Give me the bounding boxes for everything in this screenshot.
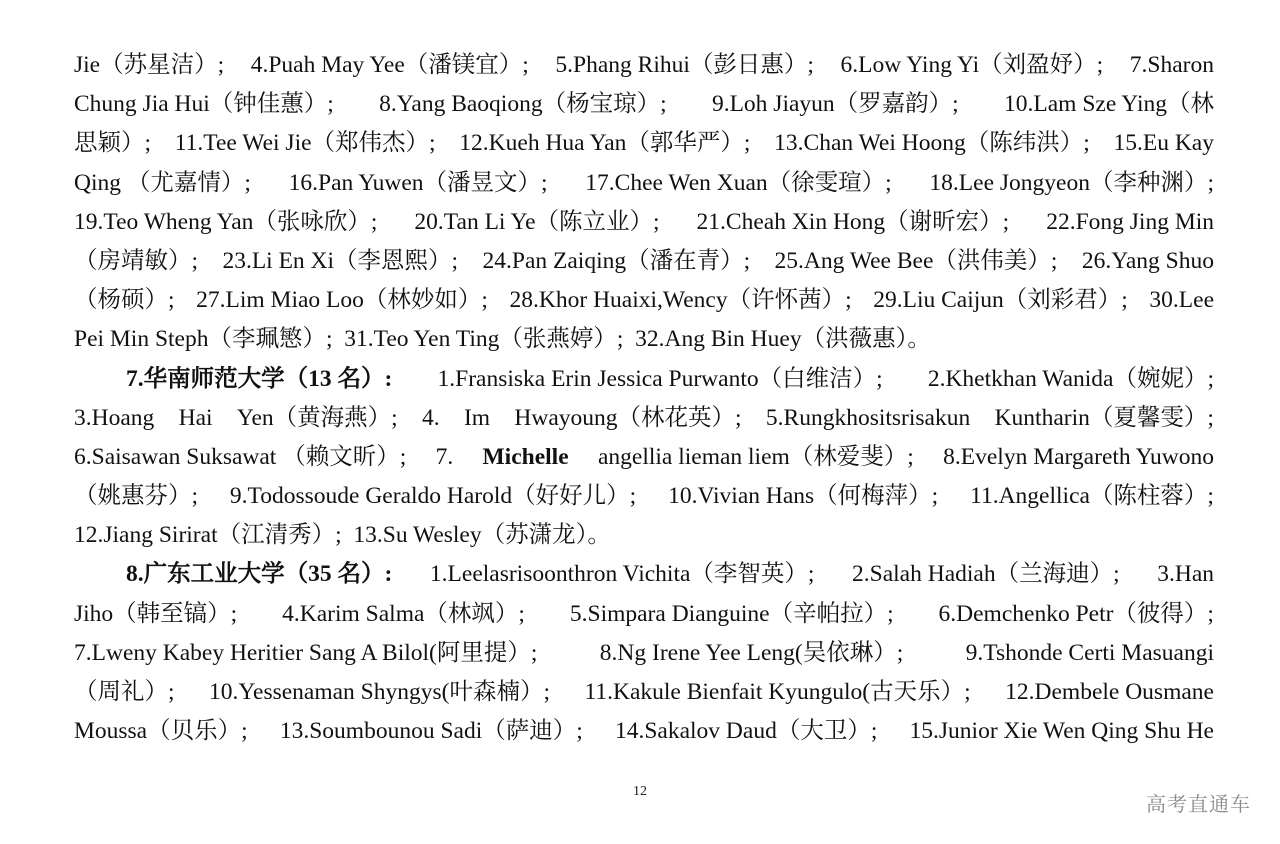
text-line xyxy=(74,242,1214,281)
text-segment: Yen（黄海燕）; xyxy=(236,404,398,431)
text-segment: 11.Angellica（陈柱蓉）; xyxy=(970,483,1214,510)
text-segment: Hai xyxy=(178,404,213,431)
text-line xyxy=(74,85,1214,124)
text-segment: 20.Tan Li Ye（陈立业）; xyxy=(414,208,660,235)
text-segment: （周礼）; xyxy=(74,679,175,705)
text-segment: 31.Teo Yen Ting（张燕婷）; xyxy=(344,326,636,353)
text-segment: 5.Simpara Dianguine（辛帕拉）; xyxy=(569,600,894,627)
text-segment: 16.Pan Yuwen（潘昱文）; xyxy=(288,169,548,196)
text-segment: 4.Karim Salma（林飒）; xyxy=(282,600,525,627)
text-segment: 3.Hoang xyxy=(74,404,155,431)
text-segment: 8.Ng Irene Yee Leng(吴依琳）; xyxy=(599,639,904,666)
text-segment: 28.Khor Huaixi,Wency（许怀茜）; xyxy=(509,287,852,314)
bold-text-segment: 8.广东工业大学（35 名）: xyxy=(126,561,393,588)
text-segment: 4.Puah May Yee（潘镁宜）; xyxy=(250,52,529,78)
text-segment: Pei Min Steph（李珮慜）; xyxy=(74,326,345,353)
text-line xyxy=(74,595,1214,634)
text-line xyxy=(74,477,1214,516)
text-segment: 3.Han xyxy=(1157,561,1214,588)
text-segment: 25.Ang Wee Bee（洪伟美）; xyxy=(774,247,1058,274)
text-segment: （房靖敏）; xyxy=(74,247,199,274)
text-segment: 6.Low Ying Yi（刘盈妤）; xyxy=(840,52,1104,78)
text-segment: 32.Ang Bin Huey（洪薇惠）。 xyxy=(635,326,931,353)
text-line xyxy=(74,673,1214,712)
text-line xyxy=(74,46,1214,85)
text-segment: 10.Lam Sze Ying（林 xyxy=(1004,91,1214,118)
section-heading-line xyxy=(74,555,1214,594)
text-line xyxy=(74,164,1214,203)
text-segment: 11.Kakule Bienfait Kyungulo(古天乐）; xyxy=(584,679,971,705)
watermark-text: 高考直通车 xyxy=(1146,792,1251,816)
text-line xyxy=(74,281,1214,320)
text-segment: 9.Todossoude Geraldo Harold（好好儿）; xyxy=(229,483,637,510)
text-line xyxy=(74,399,1214,438)
text-segment: 8.Evelyn Margareth Yuwono xyxy=(943,443,1214,470)
text-segment: Moussa（贝乐）; xyxy=(74,718,248,745)
text-segment: Hwayoung（林花英）; xyxy=(514,404,742,431)
text-segment: 6.Demchenko Petr（彼得）; xyxy=(938,600,1214,627)
text-segment: 24.Pan Zaiqing（潘在青）; xyxy=(482,247,751,274)
text-segment: 26.Yang Shuo xyxy=(1081,247,1214,274)
text-segment: 7.Lweny Kabey Heritier Sang A Bilol(阿里提）; xyxy=(74,639,538,666)
text-line xyxy=(74,712,1214,751)
text-segment: 15.Eu Kay xyxy=(1113,130,1214,157)
text-segment: 19.Teo Wheng Yan（张咏欣）; xyxy=(74,208,378,235)
text-segment: （姚惠芬）; xyxy=(74,483,199,510)
text-segment: 27.Lim Miao Loo（林妙如）; xyxy=(196,287,488,314)
text-segment: 4. xyxy=(422,404,440,431)
text-line xyxy=(74,634,1214,673)
text-segment: 10.Yessenaman Shyngys(叶森楠）; xyxy=(209,679,550,705)
bold-text-segment: Michelle xyxy=(482,443,569,470)
text-segment: 9.Loh Jiayun（罗嘉韵）; xyxy=(711,91,959,118)
text-segment: Im xyxy=(463,404,491,431)
text-segment: 21.Cheah Xin Hong（谢昕宏）; xyxy=(696,208,1010,235)
text-segment: 7. xyxy=(435,443,454,470)
text-segment: 1.Leelasrisoonthron Vichita（李智英）; xyxy=(429,561,815,588)
text-segment: 13.Soumbounou Sadi（萨迪）; xyxy=(279,718,583,745)
text-segment: 10.Vivian Hans（何梅萍）; xyxy=(668,483,939,510)
page-number: 12 xyxy=(633,784,647,799)
text-segment: 6.Saisawan Suksawat （赖文昕）; xyxy=(74,443,407,470)
text-segment: 思颖）; xyxy=(74,130,152,157)
text-segment: 17.Chee Wen Xuan（徐雯瑄）; xyxy=(585,169,892,196)
text-segment: 12.Dembele Ousmane xyxy=(1005,679,1214,705)
text-segment: Jie（苏星洁）; xyxy=(74,52,225,78)
text-segment: 2.Khetkhan Wanida（婉妮）; xyxy=(927,365,1214,392)
document-body xyxy=(74,46,1214,751)
text-segment: 1.Fransiska Erin Jessica Purwanto（白维洁）; xyxy=(437,365,883,392)
text-segment: 14.Sakalov Daud（大卫）; xyxy=(614,718,878,745)
text-segment: 7.Sharon xyxy=(1129,52,1214,78)
text-segment: 13.Chan Wei Hoong（陈纬洪）; xyxy=(774,130,1090,157)
text-line xyxy=(74,124,1214,163)
text-segment: 15.Junior Xie Wen Qing Shu He xyxy=(909,718,1214,745)
text-segment: 13.Su Wesley（苏潇龙）。 xyxy=(353,522,611,549)
section-heading-line xyxy=(74,360,1214,399)
text-segment: 12.Jiang Sirirat（江清秀）; xyxy=(74,522,354,549)
text-segment: 2.Salah Hadiah（兰海迪）; xyxy=(852,561,1120,588)
text-segment: Chung Jia Hui（钟佳蕙）; xyxy=(74,91,334,118)
text-segment: 8.Yang Baoqiong（杨宝琼）; xyxy=(379,91,667,118)
bold-text-segment: 7.华南师范大学（13 名）: xyxy=(126,365,393,392)
text-segment: 5.Rungkhositsrisakun xyxy=(765,404,971,431)
text-segment: 9.Tshonde Certi Masuangi xyxy=(965,639,1214,666)
text-segment: （杨硕）; xyxy=(74,287,175,314)
text-segment: 29.Liu Caijun（刘彩君）; xyxy=(873,287,1128,314)
text-segment: 22.Fong Jing Min xyxy=(1046,208,1214,235)
text-line xyxy=(74,203,1214,242)
text-segment: angellia lieman liem（林爱斐）; xyxy=(597,443,914,470)
text-segment: 5.Phang Rihui（彭日惠）; xyxy=(555,52,814,78)
text-line xyxy=(74,516,1214,555)
text-segment: 30.Lee xyxy=(1149,287,1214,314)
text-segment: Kuntharin（夏馨雯）; xyxy=(994,404,1214,431)
text-line xyxy=(74,320,1214,359)
text-segment: Qing （尤嘉情）; xyxy=(74,169,251,196)
text-segment: 18.Lee Jongyeon（李种渊）; xyxy=(929,169,1214,196)
text-segment: Jiho（韩至镐）; xyxy=(74,600,238,627)
text-segment: 23.Li En Xi（李恩熙）; xyxy=(222,247,459,274)
text-line xyxy=(74,438,1214,477)
text-segment: 12.Kueh Hua Yan（郭华严）; xyxy=(459,130,751,157)
text-segment: 11.Tee Wei Jie（郑伟杰）; xyxy=(174,130,436,157)
